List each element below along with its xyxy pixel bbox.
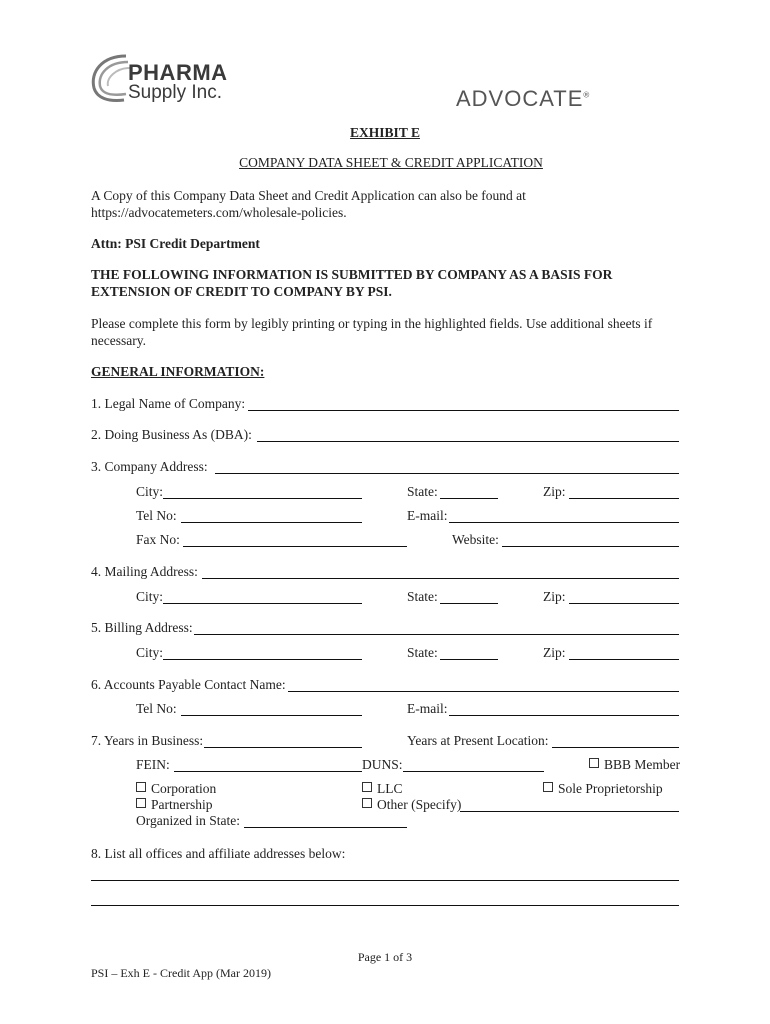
mailing-zip-field[interactable] bbox=[569, 603, 679, 604]
bbb-member-option[interactable] bbox=[589, 757, 680, 773]
company-website-label: Website: bbox=[452, 532, 499, 547]
mailing-zip-label: Zip: bbox=[543, 589, 566, 604]
company-email-field[interactable] bbox=[449, 522, 679, 523]
dba-field[interactable] bbox=[257, 441, 679, 442]
company-zip-label: Zip: bbox=[543, 484, 566, 499]
llc-label: LLC bbox=[377, 781, 403, 796]
corporation-option[interactable] bbox=[136, 781, 216, 797]
company-city-field[interactable] bbox=[163, 498, 362, 499]
mailing-city-label: City: bbox=[136, 589, 164, 604]
other-specify-field[interactable] bbox=[460, 811, 679, 812]
billing-zip-field[interactable] bbox=[569, 659, 679, 660]
billing-state-label: State: bbox=[407, 645, 438, 660]
corporation-checkbox[interactable] bbox=[136, 782, 146, 792]
section-general-information: GENERAL INFORMATION: bbox=[91, 364, 265, 379]
legal-name-field[interactable] bbox=[248, 410, 679, 411]
years-location-label: Years at Present Location: bbox=[407, 733, 549, 748]
notice-line2: EXTENSION OF CREDIT TO COMPANY BY PSI. bbox=[91, 284, 392, 299]
billing-zip-label: Zip: bbox=[543, 645, 566, 660]
company-email-label: E-mail: bbox=[407, 508, 448, 523]
company-fax-field[interactable] bbox=[183, 546, 407, 547]
billing-city-label: City: bbox=[136, 645, 164, 660]
fein-label: FEIN: bbox=[136, 757, 170, 772]
copy-notice-url[interactable]: https://advocatemeters.com/wholesale-policies. bbox=[91, 205, 347, 220]
billing-address-field[interactable] bbox=[194, 634, 679, 635]
company-tel-label: Tel No: bbox=[136, 508, 177, 523]
ap-tel-label: Tel No: bbox=[136, 701, 177, 716]
mailing-state-field[interactable] bbox=[440, 603, 498, 604]
advocate-logo bbox=[456, 86, 590, 112]
other-option[interactable] bbox=[362, 797, 461, 813]
legal-name-label: 1. Legal Name of Company: bbox=[91, 396, 246, 411]
other-label: Other (Specify) bbox=[377, 797, 462, 812]
company-fax-label: Fax No: bbox=[136, 532, 180, 547]
billing-state-field[interactable] bbox=[440, 659, 498, 660]
mailing-state-label: State: bbox=[407, 589, 438, 604]
ap-contact-field[interactable] bbox=[288, 691, 679, 692]
years-business-field[interactable] bbox=[204, 747, 362, 748]
years-location-field[interactable] bbox=[552, 747, 679, 748]
ap-contact-label: 6. Accounts Payable Contact Name: bbox=[91, 677, 286, 692]
sole-proprietorship-label: Sole Proprietorship bbox=[558, 781, 663, 796]
ap-email-label: E-mail: bbox=[407, 701, 448, 716]
page-number: Page 1 of 3 bbox=[357, 950, 413, 964]
notice-line1: THE FOLLOWING INFORMATION IS SUBMITTED BY COMPANY AS A BASIS FOR bbox=[91, 267, 613, 282]
billing-city-field[interactable] bbox=[163, 659, 362, 660]
fein-field[interactable] bbox=[174, 771, 362, 772]
instructions-line2: necessary. bbox=[91, 333, 146, 348]
ap-email-field[interactable] bbox=[449, 715, 679, 716]
company-website-field[interactable] bbox=[502, 546, 679, 547]
offices-field-line1[interactable] bbox=[91, 880, 679, 881]
duns-label: DUNS: bbox=[362, 757, 403, 772]
exhibit-title: EXHIBIT E bbox=[350, 125, 420, 140]
copy-notice-line1: A Copy of this Company Data Sheet and Credit Application can also be found at bbox=[91, 188, 526, 203]
mailing-address-label: 4. Mailing Address: bbox=[91, 564, 198, 579]
bbb-member-checkbox[interactable] bbox=[589, 758, 599, 768]
pharma-supply-logo bbox=[88, 44, 238, 104]
organized-state-label: Organized in State: bbox=[136, 813, 240, 828]
partnership-option[interactable] bbox=[136, 797, 213, 813]
organized-state-field[interactable] bbox=[244, 827, 407, 828]
billing-address-label: 5. Billing Address: bbox=[91, 620, 193, 635]
sole-proprietorship-checkbox[interactable] bbox=[543, 782, 553, 792]
company-zip-field[interactable] bbox=[569, 498, 679, 499]
instructions-line1: Please complete this form by legibly printing or typing in the highlighted fields. Use additional sheets if bbox=[91, 316, 653, 331]
pharma-logo-line2: Supply Inc. bbox=[128, 82, 222, 103]
pharma-swoosh-icon bbox=[88, 50, 132, 106]
company-address-field[interactable] bbox=[215, 473, 679, 474]
sole-proprietorship-option[interactable] bbox=[543, 781, 663, 797]
years-business-label: 7. Years in Business: bbox=[91, 733, 204, 748]
llc-checkbox[interactable] bbox=[362, 782, 372, 792]
company-state-label: State: bbox=[407, 484, 438, 499]
attn-line: Attn: PSI Credit Department bbox=[91, 236, 260, 251]
bbb-member-label: BBB Member bbox=[604, 757, 681, 772]
document-id: PSI – Exh E - Credit App (Mar 2019) bbox=[91, 966, 271, 980]
company-address-label: 3. Company Address: bbox=[91, 459, 208, 474]
pharma-logo-line1: PHARMA bbox=[128, 60, 228, 85]
llc-option[interactable] bbox=[362, 781, 403, 797]
company-city-label: City: bbox=[136, 484, 164, 499]
corporation-label: Corporation bbox=[151, 781, 217, 796]
ap-tel-field[interactable] bbox=[181, 715, 362, 716]
partnership-checkbox[interactable] bbox=[136, 798, 146, 808]
offices-label: 8. List all offices and affiliate addresses below: bbox=[91, 846, 346, 861]
partnership-label: Partnership bbox=[151, 797, 213, 812]
form-title: COMPANY DATA SHEET & CREDIT APPLICATION bbox=[239, 155, 543, 170]
advocate-logo-text: ADVOCATE bbox=[456, 86, 584, 111]
other-checkbox[interactable] bbox=[362, 798, 372, 808]
mailing-city-field[interactable] bbox=[163, 603, 362, 604]
company-tel-field[interactable] bbox=[181, 522, 362, 523]
offices-field-line2[interactable] bbox=[91, 905, 679, 906]
company-state-field[interactable] bbox=[440, 498, 498, 499]
mailing-address-field[interactable] bbox=[202, 578, 679, 579]
duns-field[interactable] bbox=[403, 771, 544, 772]
dba-label: 2. Doing Business As (DBA): bbox=[91, 427, 252, 442]
advocate-registered-mark: ® bbox=[583, 90, 591, 100]
